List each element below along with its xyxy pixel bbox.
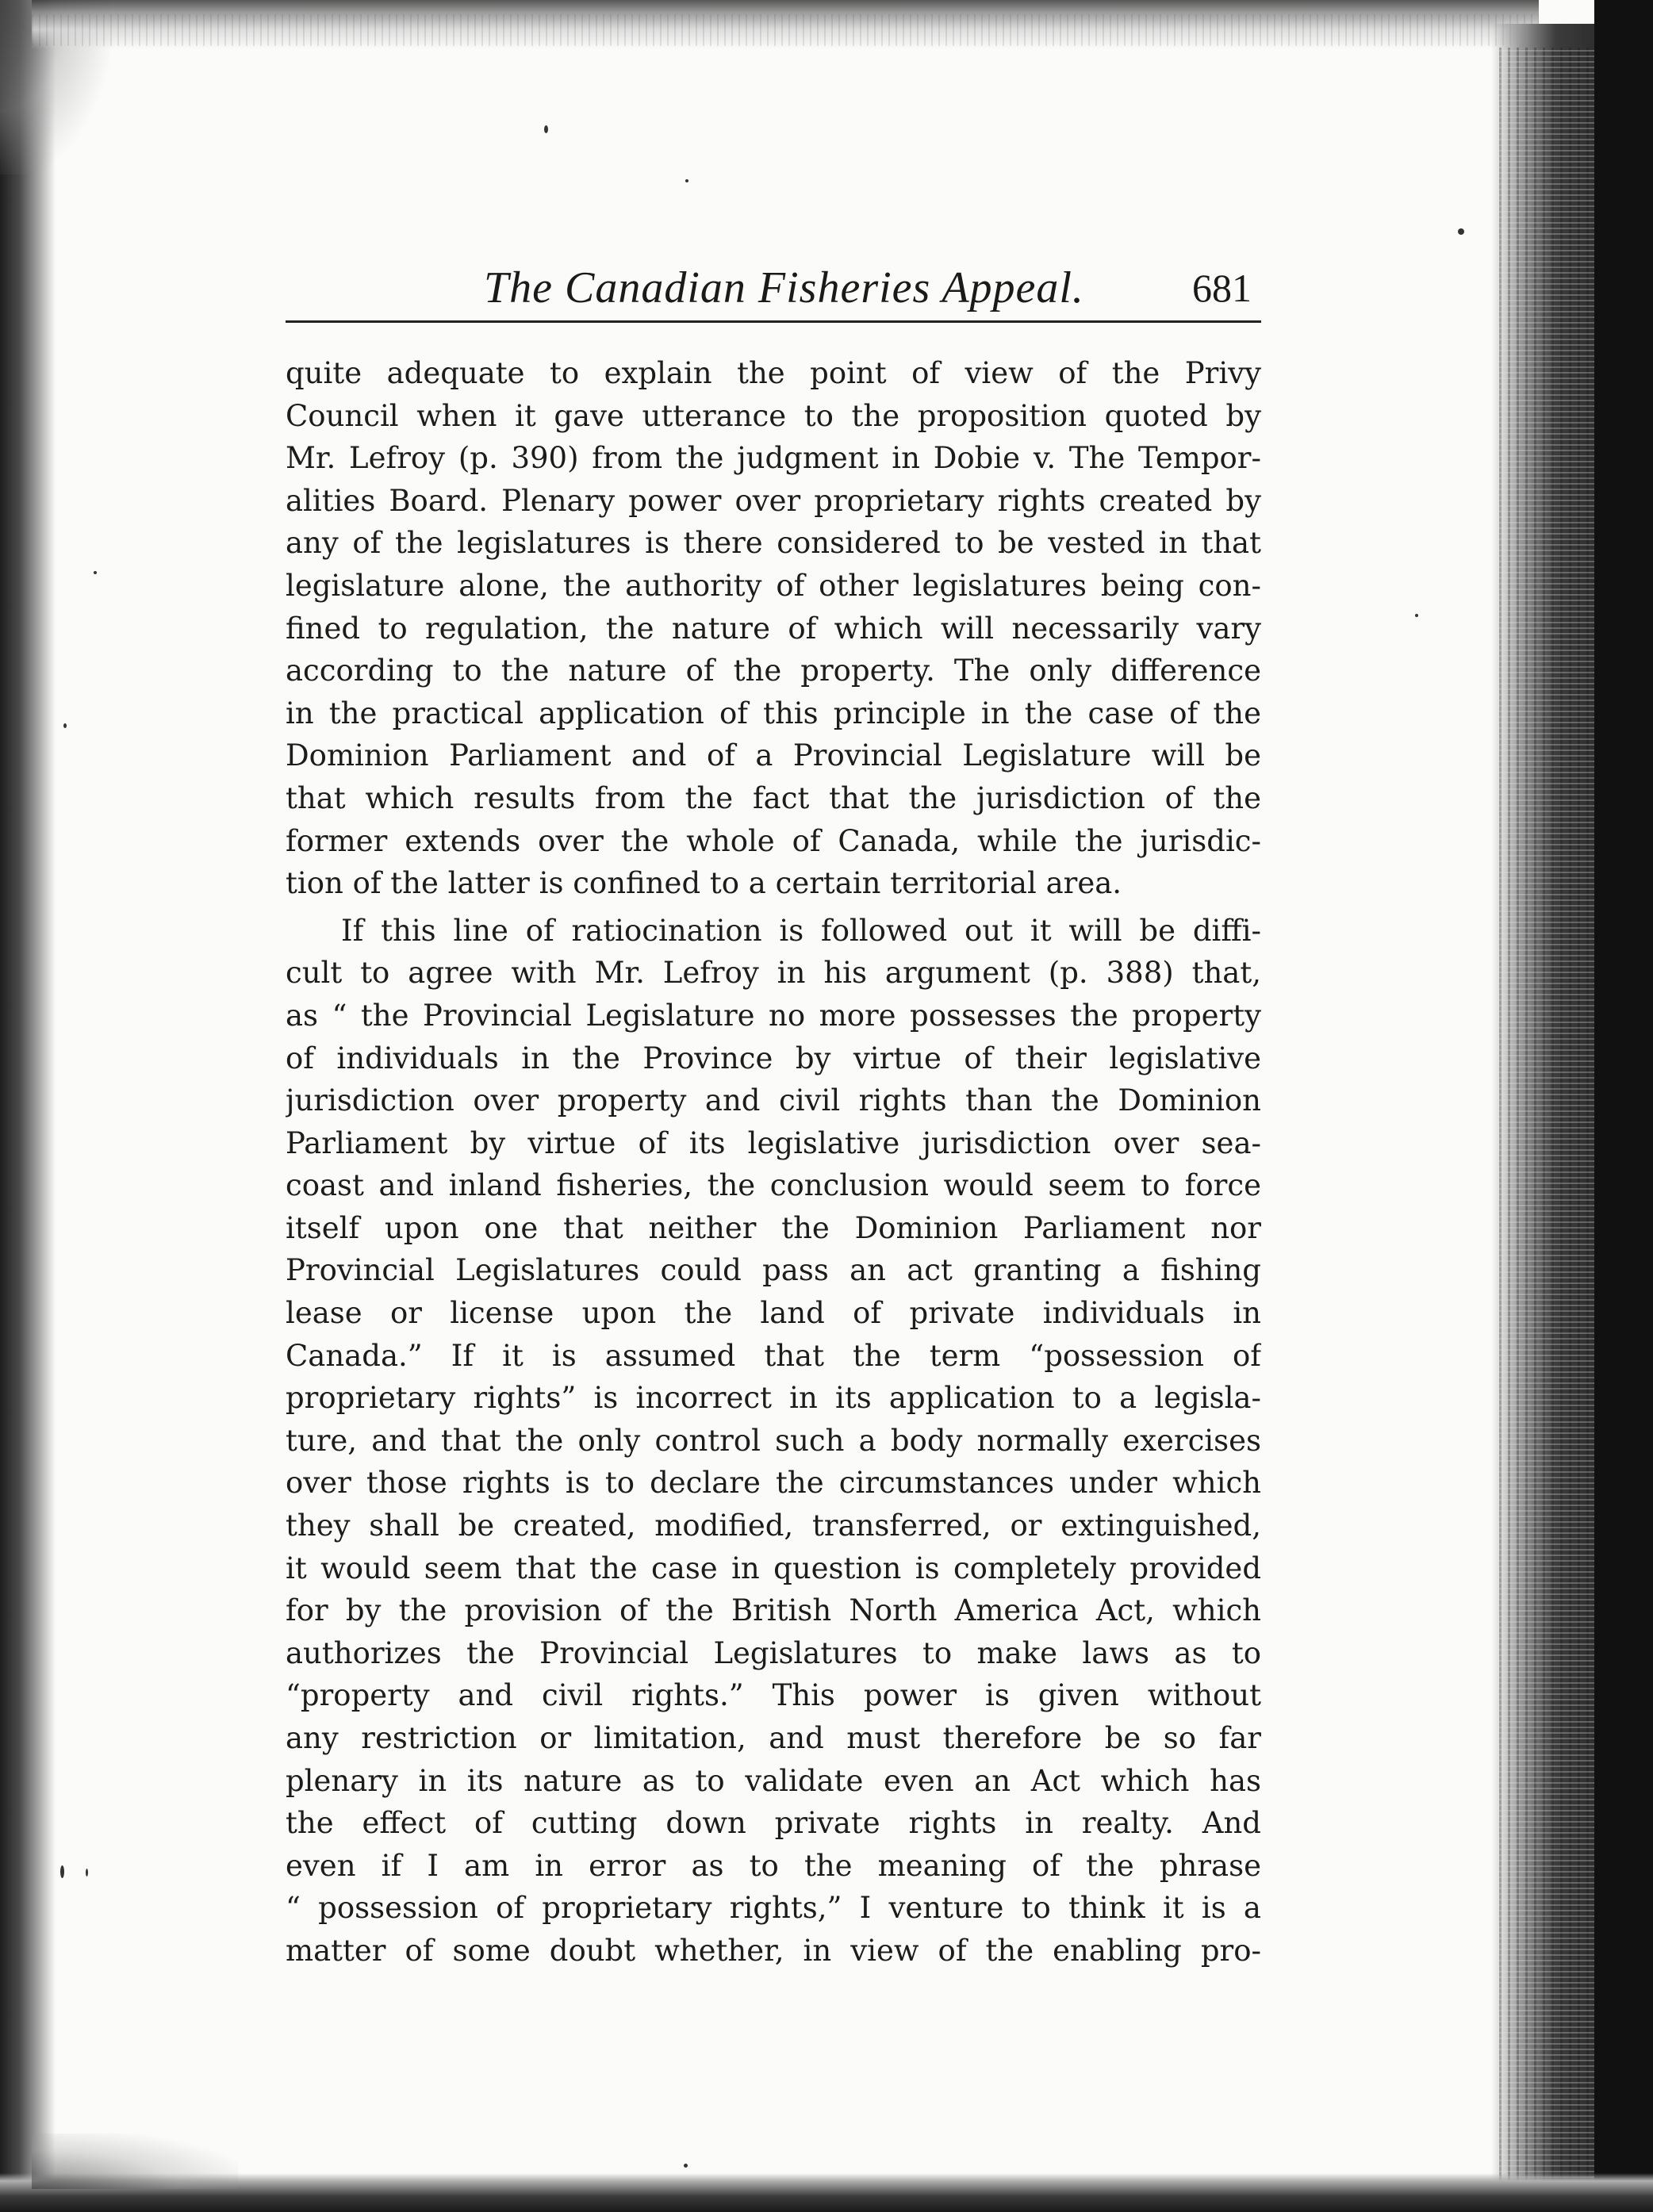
page-stack-texture: [1499, 48, 1594, 2189]
text-line: jurisdiction over property and civil rights than the Dominion: [286, 1083, 1261, 1118]
running-head: [286, 260, 1261, 323]
paragraph: [286, 910, 1261, 1972]
text-line: former extends over the whole of Canada, while the jurisdic-: [286, 823, 1261, 858]
text-line: Dominion Parliament and of a Provincial Legislature will be: [286, 738, 1261, 773]
scan-border: [1594, 0, 1653, 2212]
text-line: lease or license upon the land of private individuals in: [286, 1296, 1261, 1331]
text-line: the effect of cutting down private rights in realty. And: [286, 1806, 1261, 1841]
body-text: [286, 352, 1261, 1972]
binding-shadow: [0, 0, 56, 2212]
text-line: “property and civil rights.” This power is given without: [286, 1678, 1261, 1713]
ink-speck: [1458, 228, 1464, 235]
text-line: over those rights is to declare the circumstances under which: [286, 1466, 1261, 1501]
running-title: The Canadian Fisheries Appeal.: [484, 263, 1084, 312]
text-line: any restriction or limitation, and must therefore be so far: [286, 1721, 1261, 1755]
text-line: it would seem that the case in question is completely provided: [286, 1551, 1261, 1585]
text-line: authorizes the Provincial Legislatures to make laws as to: [286, 1635, 1261, 1670]
ink-speck: [63, 723, 67, 728]
text-line: Mr. Lefroy (p. 390) from the judgment in Dobie v. The Tempor-: [286, 441, 1261, 476]
text-line: of individuals in the Province by virtue of their legislative: [286, 1041, 1261, 1075]
text-line: tion of the latter is confined to a certain territorial area.: [286, 866, 1122, 901]
text-line: fined to regulation, the nature of which will necessarily vary: [286, 611, 1261, 646]
text-line: for by the provision of the British North America Act, which: [286, 1593, 1261, 1628]
ink-speck: [544, 125, 548, 133]
text-line: quite adequate to explain the point of view of the Privy: [286, 356, 1261, 390]
ink-speck: [86, 1869, 88, 1877]
text-line: itself upon one that neither the Dominion Parliament nor: [286, 1210, 1261, 1245]
text-line: matter of some doubt whether, in view of the enabling pro-: [286, 1933, 1261, 1968]
text-line: that which results from the fact that the jurisdiction of the: [286, 780, 1261, 815]
text-line: Parliament by virtue of its legislative jurisdiction over sea-: [286, 1125, 1261, 1160]
paragraph: [286, 352, 1261, 905]
text-line: even if I am in error as to the meaning of the phrase: [286, 1848, 1261, 1883]
text-line: Provincial Legislatures could pass an act granting a fishing: [286, 1253, 1261, 1288]
text-line: alities Board. Plenary power over proprietary rights created by: [286, 483, 1261, 518]
text-line: as “ the Provincial Legislature no more possesses the property: [286, 998, 1261, 1033]
text-line: in the practical application of this principle in the case of the: [286, 696, 1261, 730]
top-edge-speckle: [32, 14, 1539, 46]
text-line: they shall be created, modified, transferred, or extinguished,: [286, 1509, 1261, 1543]
page-number: 681: [1192, 266, 1252, 310]
text-line: “ possession of proprietary rights,” I venture to think it is a: [286, 1891, 1261, 1926]
text-line: proprietary rights” is incorrect in its application to a legisla-: [286, 1381, 1261, 1416]
ink-speck: [685, 179, 688, 182]
bottom-edge-shadow: [0, 2173, 1653, 2212]
text-line: plenary in its nature as to validate even an Act which has: [286, 1763, 1261, 1798]
bottom-corner-shadow: [32, 2133, 238, 2189]
ink-speck: [60, 1865, 64, 1878]
ink-speck: [1415, 614, 1418, 617]
text-line: according to the nature of the property. The only difference: [286, 654, 1261, 688]
text-line: If this line of ratiocination is followed out it will be diffi-: [341, 913, 1261, 948]
text-line: Council when it gave utterance to the proposition quoted by: [286, 398, 1261, 433]
text-line: Canada.” If it is assumed that the term “possession of: [286, 1338, 1261, 1373]
text-line: legislature alone, the authority of other legislatures being con-: [286, 568, 1261, 603]
text-line: coast and inland fisheries, the conclusion would seem to force: [286, 1168, 1261, 1203]
text-line: any of the legislatures is there considered to be vested in that: [286, 526, 1261, 561]
text-line: cult to agree with Mr. Lefroy in his argument (p. 388) that,: [286, 956, 1261, 991]
ink-speck: [94, 571, 97, 574]
ink-speck: [684, 2164, 688, 2168]
text-line: ture, and that the only control such a body normally exercises: [286, 1423, 1261, 1458]
